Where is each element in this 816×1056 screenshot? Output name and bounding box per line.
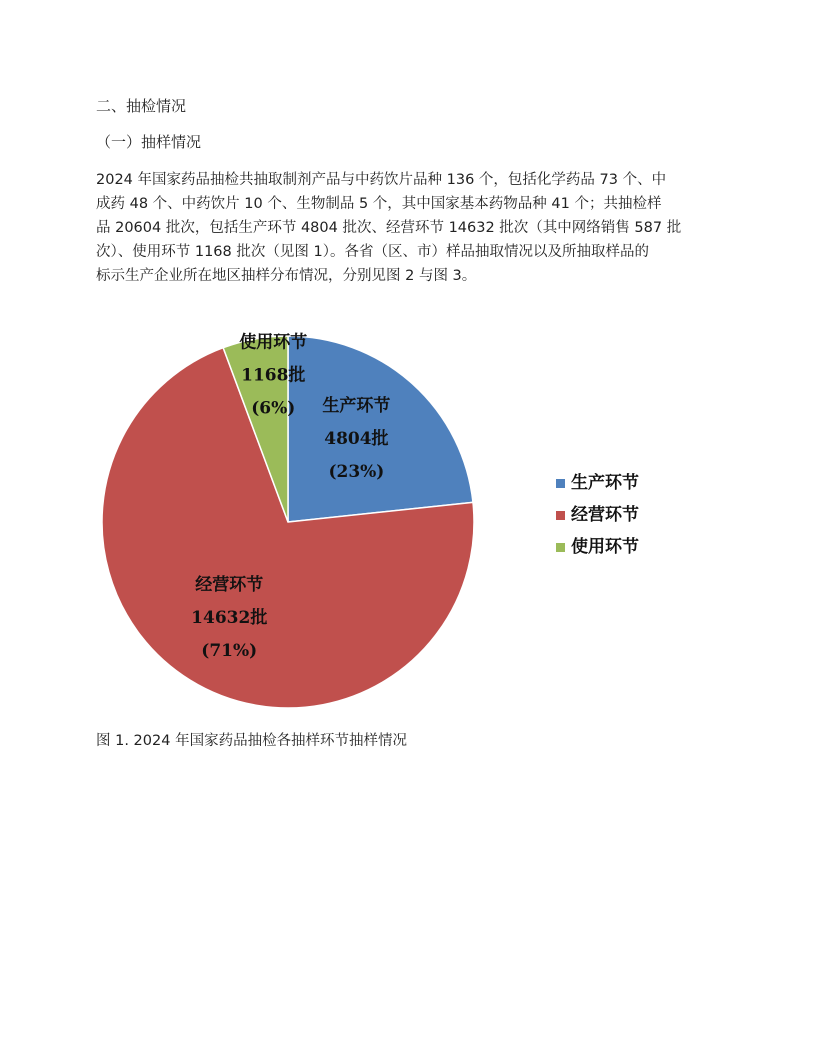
paragraph-line: 标示生产企业所在地区抽样分布情况，分别见图 2 与图 3。 <box>96 268 477 284</box>
paragraph-line: 次）、使用环节 1168 批次（见图 1）。各省（区、市）样品抽取情况以及所抽取样品的 <box>96 244 649 260</box>
slice-label-percent-1: (71%) <box>201 640 258 661</box>
slice-label-name-2: 使用环节 <box>239 332 308 353</box>
paragraph-line: 成药 48 个、中药饮片 10 个、生物制品 5 个，其中国家基本药物品种 41 个；共抽检样 <box>96 196 662 212</box>
paragraph-line: 2024 年国家药品抽检共抽取制剂产品与中药饮片品种 136 个，包括化学药品 73 个、中 <box>96 172 667 188</box>
section-heading: 二、抽检情况 <box>96 97 187 115</box>
slice-label-percent-2: (6%) <box>251 398 296 419</box>
legend-swatch-0 <box>556 479 565 488</box>
subsection-heading: （一）抽样情况 <box>96 133 202 151</box>
pie-chart-area <box>0 320 816 720</box>
slice-label-percent-0: (23%) <box>328 461 385 482</box>
pie-chart <box>0 320 816 720</box>
slice-label-name-1: 经营环节 <box>195 574 264 595</box>
figure-caption: 图 1. 2024 年国家药品抽检各抽样环节抽样情况 <box>96 733 408 749</box>
body-paragraph <box>96 168 720 288</box>
paragraph-line: 品 20604 批次，包括生产环节 4804 批次、经营环节 14632 批次（其中网络销售 587 批 <box>96 220 682 236</box>
legend-label-1: 经营环节 <box>571 505 639 525</box>
legend-swatch-2 <box>556 543 565 552</box>
slice-label-value-1: 14632批 <box>191 607 268 628</box>
slice-label-name-0: 生产环节 <box>322 395 391 416</box>
slice-label-value-2: 1168批 <box>241 365 306 386</box>
legend-swatch-1 <box>556 511 565 520</box>
slice-label-value-0: 4804批 <box>324 428 389 449</box>
legend-label-0: 生产环节 <box>571 473 639 493</box>
legend-label-2: 使用环节 <box>571 537 639 557</box>
